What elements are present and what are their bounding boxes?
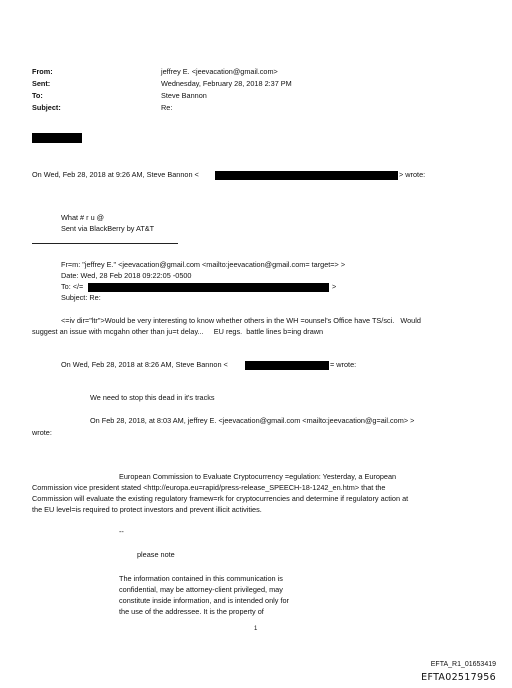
article-line2: Commission vice president stated <http://europa.eu=rapid/press-release_SPEECH-18-1242_en.htm> that the (32, 483, 386, 492)
divider-line (32, 243, 178, 244)
to-label: To: (32, 91, 43, 100)
fwd-to-prefix: To: </= (61, 282, 84, 291)
confidentiality-line2: confidential, may be attorney-client privileged, may (119, 585, 283, 594)
redaction-bar (215, 171, 398, 180)
article-line1: European Commission to Evaluate Cryptocurrency =egulation: Yesterday, a European (119, 472, 397, 481)
quote1-suffix: > wrote: (399, 170, 426, 179)
from-value: jeffrey E. <jeevacation@gmail.com> (161, 67, 278, 76)
fwd-date: Date: Wed, 28 Feb 2018 09:22:05 -0500 (61, 271, 192, 280)
fwd-to-suffix: > (332, 282, 337, 291)
redaction-bar (88, 283, 329, 292)
fwd-from: Fr=m: "jeffrey E." <jeevacation@gmail.com <mailto:jeevacation@gmail.com= target=> > (61, 260, 346, 269)
sent-label: Sent: (32, 79, 51, 88)
quote3-wrote: wrote: (32, 428, 52, 437)
to-value: Steve Bannon (161, 91, 207, 100)
reply1-line2: Sent via BlackBerry by AT&T (61, 224, 155, 233)
subject-value: Re: (161, 103, 173, 112)
confidentiality-line4: the use of the addressee. It is the property of (119, 607, 264, 616)
subject-label: Subject: (32, 103, 61, 112)
sent-value: Wednesday, February 28, 2018 2:37 PM (161, 79, 292, 88)
confidentiality-line1: The information contained in this communication is (119, 574, 283, 583)
reply1-line1: What # r u @ (61, 213, 105, 222)
msg2-line1: We need to stop this dead in it's tracks (90, 393, 215, 402)
sig-dash: -- (119, 527, 124, 536)
bates-number-1: EFTA_R1_01653419 (430, 661, 496, 668)
redaction-block (32, 133, 82, 143)
from-label: From: (32, 67, 53, 76)
bates-number-2: EFTA02517956 (421, 672, 496, 683)
quote2-suffix: = wrote: (330, 360, 357, 369)
quote1-prefix: On Wed, Feb 28, 2018 at 9:26 AM, Steve Bannon < (32, 170, 199, 179)
sig-note: please note (137, 550, 175, 559)
redaction-bar (245, 361, 329, 370)
msg1-line2: suggest an issue with mcgahn other than ju=t delay... EU regs. battle lines b=ing drawn (32, 327, 324, 336)
article-line3: Commission will evaluate the existing regulatory framew=rk for cryptocurrencies and determine if regulatory action at (32, 494, 409, 503)
fwd-subject: Subject: Re: (61, 293, 101, 302)
article-line4: the EU level=is required to protect investors and prevent illicit activities. (32, 505, 262, 514)
confidentiality-line3: constitute inside information, and is intended only for (119, 596, 289, 605)
page-number: 1 (254, 626, 258, 632)
msg1-line1: <=iv dir="ltr">Would be very interesting to know whether others in the WH =ounsel's Office have TS/sci. Would (61, 316, 421, 325)
quote3-line1: On Feb 28, 2018, at 8:03 AM, jeffrey E. <jeevacation@gmail.com <mailto:jeevacation@g=ail.com> > (90, 416, 415, 425)
quote2-prefix: On Wed, Feb 28, 2018 at 8:26 AM, Steve Bannon < (61, 360, 228, 369)
